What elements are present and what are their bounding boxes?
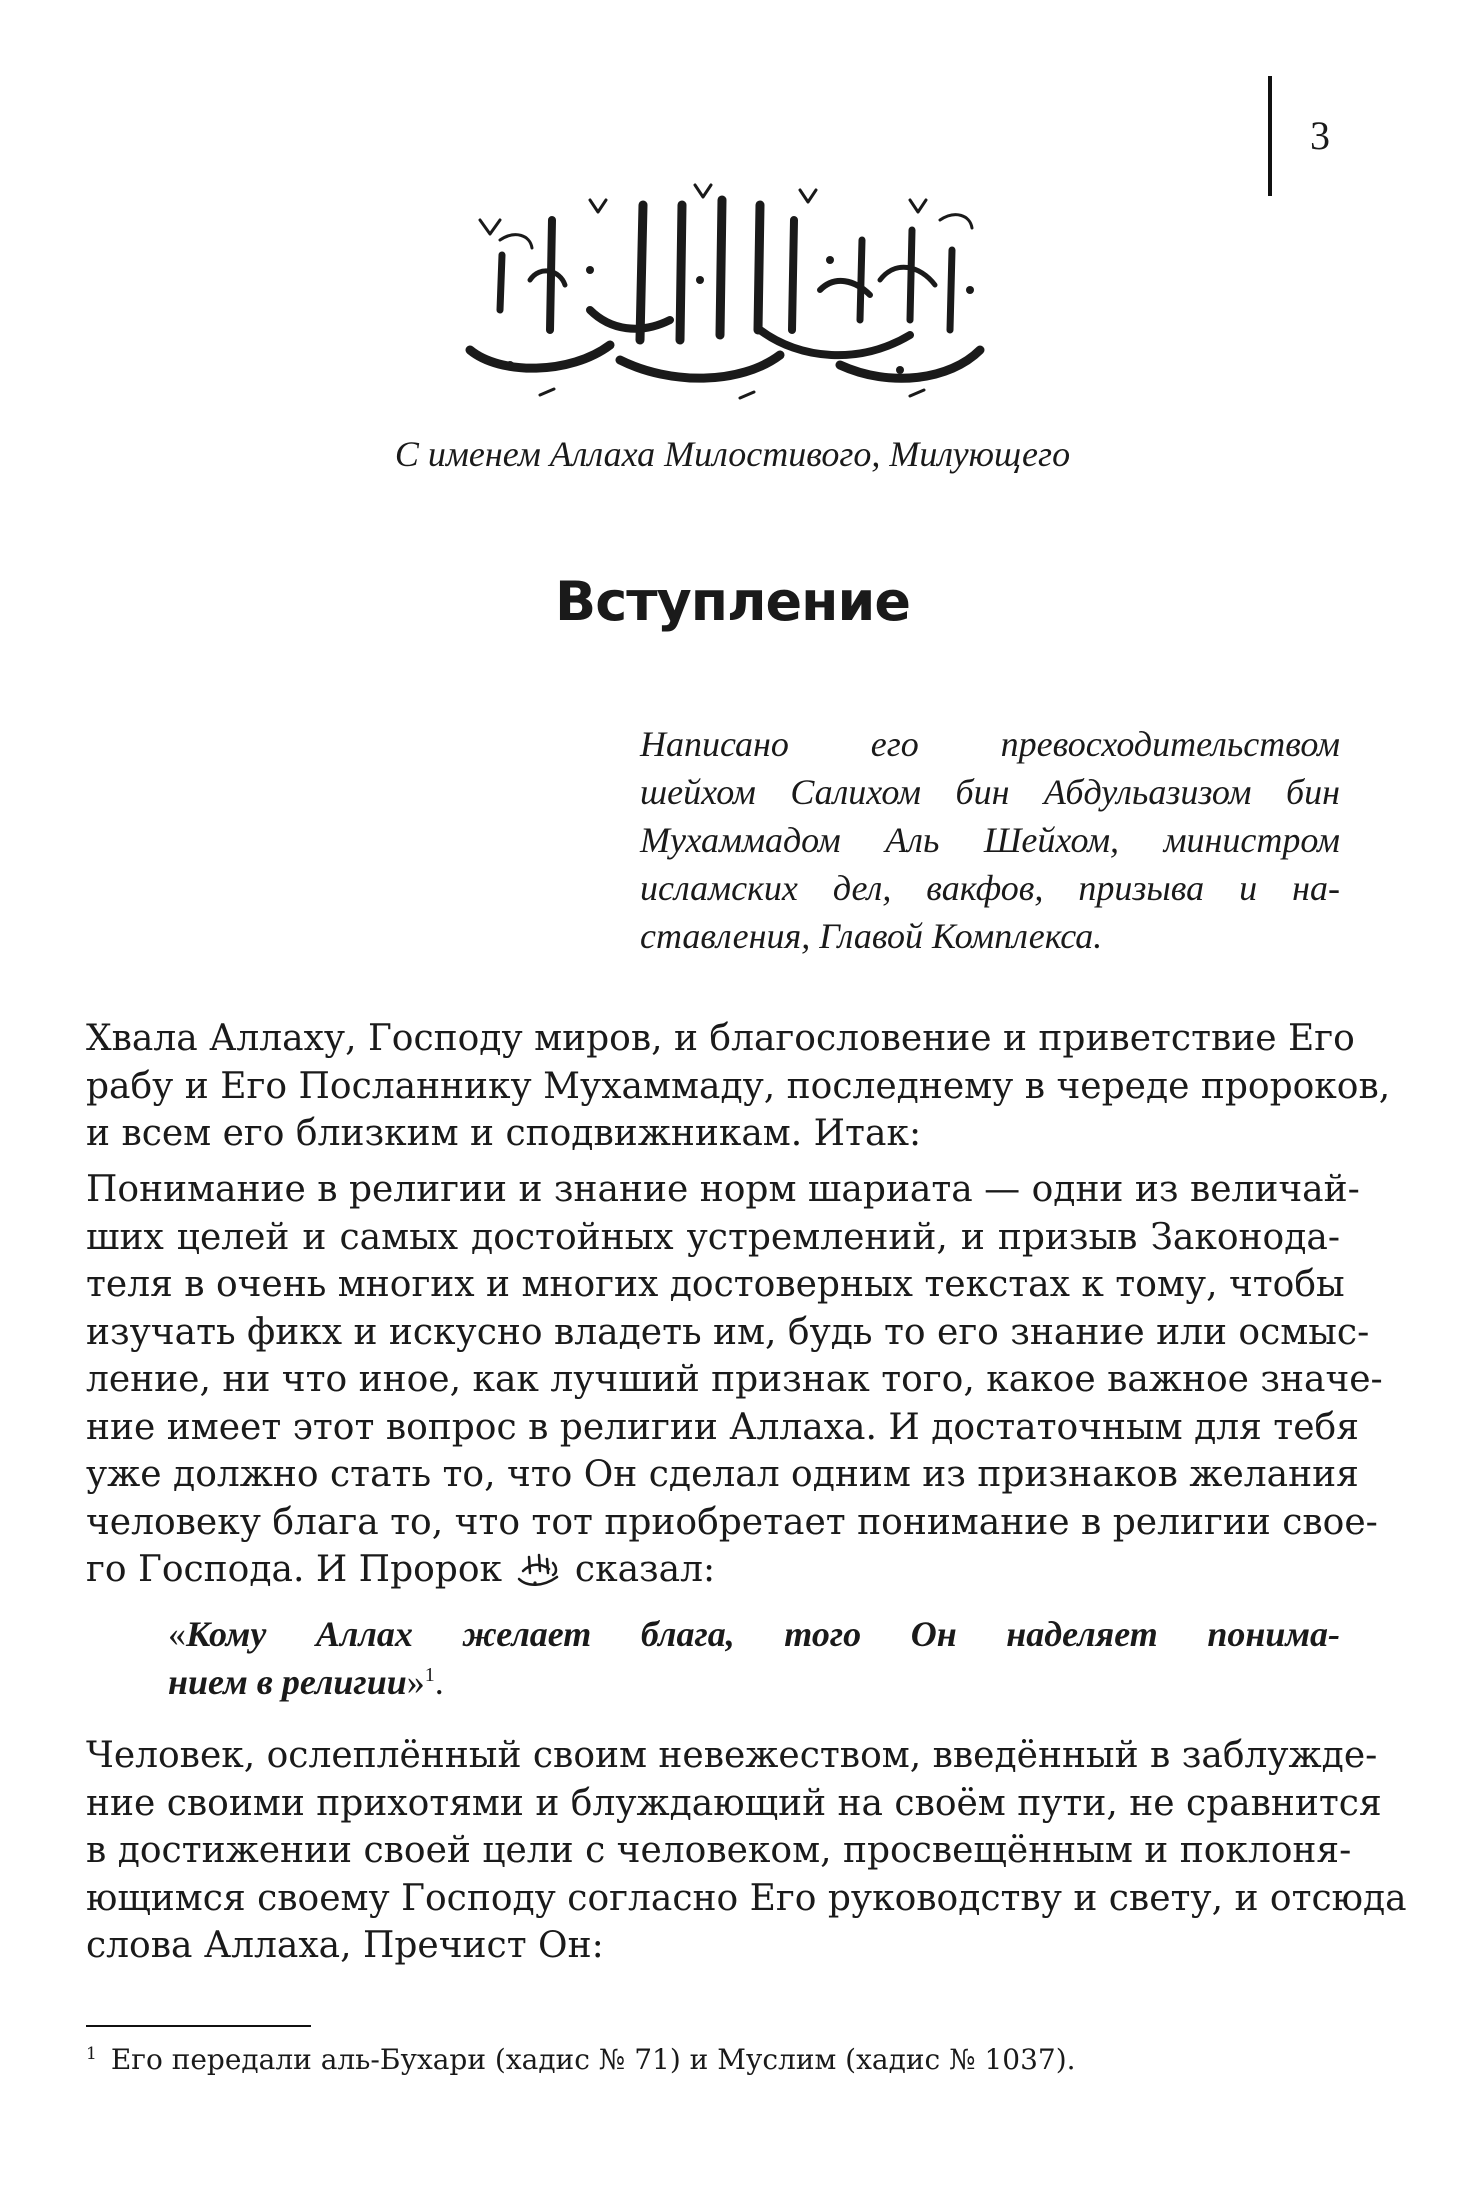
text-line: и всем его близким и сподвижникам. Итак: [86, 1113, 922, 1154]
text-line: Человек, ослеплённый своим невежеством, введённый в заблужде- [86, 1735, 1378, 1776]
text-line: рабу и Его Посланнику Мухаммаду, последнему в череде пророков, [86, 1065, 1391, 1107]
page-header-rule [1268, 76, 1272, 196]
paragraph-understanding [86, 1166, 1383, 1594]
text-line: ние имеет этот вопрос в религии Аллаха. И достаточным для тебя [86, 1406, 1359, 1448]
quote-text: Кому Аллах желает блага, того Он наделяет понима- [186, 1614, 1340, 1654]
footnote-divider [86, 2025, 311, 2027]
epigraph-line: шейхом Салихом бин Абдульазизом бин [640, 772, 1340, 812]
quote-text: нием в религии [168, 1662, 407, 1702]
paragraph-comparison [86, 1732, 1407, 1970]
text-line: изучать фикх и искусно владеть им, будь то его знание или осмыс- [86, 1311, 1370, 1353]
text-line [86, 1546, 1340, 1594]
page-number: 3 [1310, 113, 1330, 158]
text-line: ление, ни что иное, как лучший признак того, какое важное значе- [86, 1359, 1383, 1400]
quote-open-mark: « [168, 1614, 186, 1654]
text-line: Понимание в религии и знание норм шариата — одни из величай- [86, 1169, 1360, 1210]
epigraph-line: Написано его превосходительством [640, 724, 1340, 764]
quote-line [168, 1610, 1340, 1658]
text-fragment: сказал: [574, 1549, 716, 1590]
paragraph-intro [86, 1015, 1391, 1158]
basmala-calligraphy [440, 160, 1000, 400]
footnote-number: 1 [86, 2043, 97, 2064]
text-line: ние своими прихотями и блуждающий на своём пути, не сравнится [86, 1782, 1382, 1824]
salawat-ligature-icon [513, 1549, 563, 1589]
quote-line [168, 1658, 1340, 1706]
text-line: в достижении своей цели с человеком, просвещённым и поклоня- [86, 1830, 1352, 1871]
chapter-title: Вступление [555, 570, 910, 633]
text-line: теля в очень многих и многих достоверных текстах к тому, чтобы [86, 1264, 1345, 1305]
text-line: ших целей и самых достойных устремлений, и призыв Законода- [86, 1216, 1340, 1258]
epigraph-line: ставления, Главой Комплекса. [640, 916, 1103, 956]
footnote-reference: 1 [424, 1664, 435, 1686]
text-line: Хвала Аллаху, Господу миров, и благословение и приветствие Его [86, 1018, 1355, 1059]
footnote-text: Его передали аль-Бухари (хадис № 71) и Муслим (хадис № 1037). [110, 2043, 1076, 2076]
footnote [86, 2040, 1340, 2080]
epigraph-line: исламских дел, вакфов, призыва и на- [640, 868, 1340, 908]
quote-end-punct: . [434, 1662, 444, 1702]
text-line: человеку блага то, что тот приобретает понимание в религии свое- [86, 1501, 1378, 1543]
epigraph [640, 720, 1340, 960]
basmala-translation: С именем Аллаха Милостивого, Милующего [394, 434, 1071, 474]
text-line: ющимся своему Господу согласно Его руководству и свету, и отсюда [86, 1877, 1407, 1919]
text-fragment: го Господа. И Пророк [86, 1549, 503, 1590]
hadith-quote [168, 1610, 1340, 1706]
epigraph-line: Мухаммадом Аль Шейхом, министром [640, 820, 1340, 860]
text-line: слова Аллаха, Пречист Он: [86, 1925, 604, 1966]
text-line: уже должно стать то, что Он сделал одним из признаков желания [86, 1454, 1359, 1495]
quote-close-mark: » [406, 1662, 425, 1702]
